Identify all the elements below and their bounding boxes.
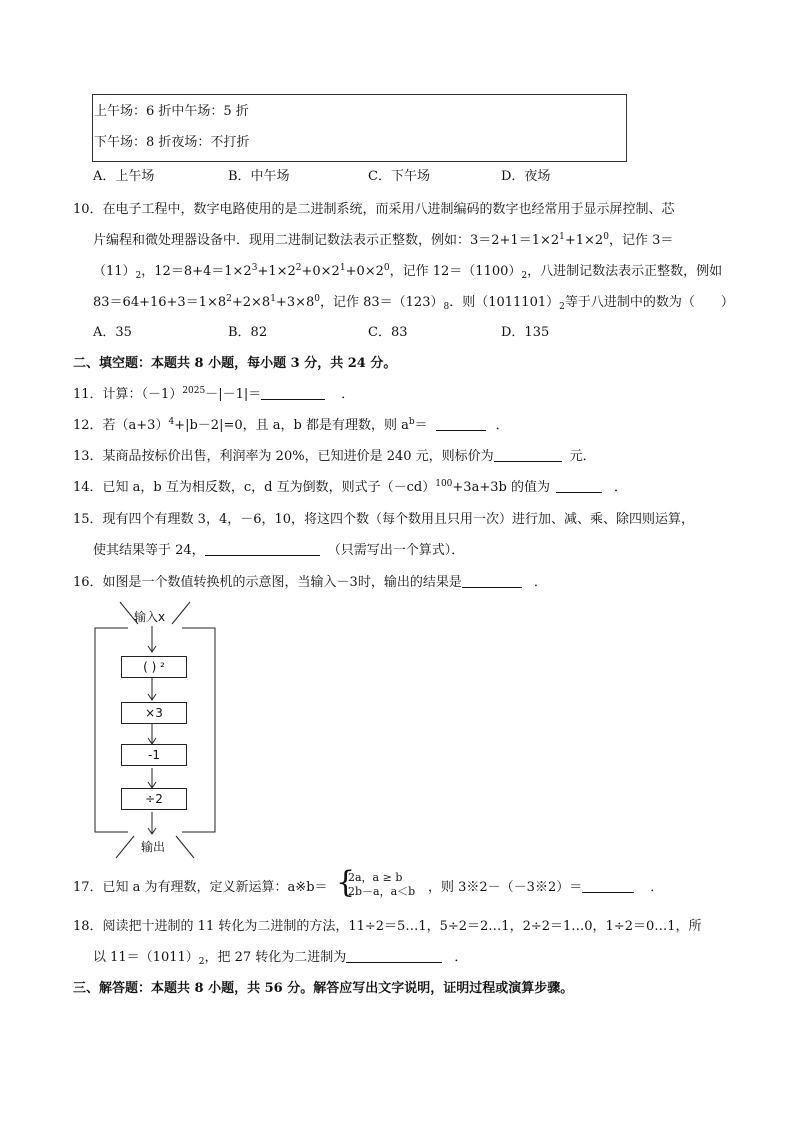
q14: 14．已知 a，b 互为相反数，c，d 互为倒数，则式子$(-cd)^{100}+3a+3b$ 的值为 ． bbox=[73, 479, 627, 495]
flowchart-diagram bbox=[90, 600, 230, 860]
q10-line-4: $83=64+16+3=1\times 8^2+2\times 8^1+3\times 8^0$，记作 $83=(123)_8$．则$(1011101)_2$等于八进制中的数为（ ） bbox=[93, 294, 734, 312]
section-2-heading: 二、填空题：本题共 8 小题，每小题 3 分，共 24 分。 bbox=[73, 356, 397, 371]
q10-option-a: A．35 bbox=[93, 325, 132, 340]
q18-line-1: 18．阅读把十进制的 11 转化为二进制的方法，11÷2＝5…1，5÷2＝2…1，2÷2＝1…0，1÷2＝0…1，所 bbox=[73, 919, 702, 934]
section-3-heading: 三、解答题：本题共 8 小题，共 56 分。解答应写出文字说明，证明过程或演算步骤。 bbox=[73, 981, 574, 996]
flowchart-square-box: ( ) ² bbox=[121, 656, 187, 678]
q17-answer-blank[interactable] bbox=[582, 880, 634, 893]
q11-answer-blank[interactable] bbox=[261, 387, 325, 400]
flowchart-divide2-box: ÷2 bbox=[121, 788, 187, 810]
q13: 13．某商品按标价出售，利润率为 20%，已知进价是 240 元，则标价为 元． bbox=[73, 449, 596, 464]
price-line-2: 下午场：8 折夜场：不打折 bbox=[94, 135, 250, 150]
q13-answer-blank[interactable] bbox=[494, 449, 562, 462]
flowchart-times3-box: ×3 bbox=[121, 702, 187, 724]
q16: 16．如图是一个数值转换机的示意图，当输入－3时，输出的结果是 ． bbox=[73, 575, 547, 590]
flowchart-input-label: 输入x bbox=[134, 610, 166, 624]
q17-case-1: 2a，a ≥ b bbox=[348, 871, 403, 884]
q9-option-d: D．夜场 bbox=[501, 169, 551, 184]
q10-line-1: 10．在电子工程中，数字电路使用的是二进制系统，而采用八进制编码的数字也经常用于显示屏控制、芯 bbox=[73, 202, 675, 217]
q17-suffix: ，则 3※2－（－3※2）＝ ． bbox=[428, 880, 664, 895]
q15-line-1: 15．现有四个有理数 3，4，－6，10，将这四个数（每个数用且只用一次）进行加、减、乘、除四则运算， bbox=[73, 512, 695, 527]
q12: 12．若$(a+3)^4+|b-2|=0$，且 a，b 都是有理数，则 $a^b=$ ． bbox=[73, 417, 509, 433]
q17-brace: { bbox=[336, 865, 356, 900]
q16-answer-blank[interactable] bbox=[462, 575, 522, 588]
flowchart-output-label: 输出 bbox=[141, 840, 166, 854]
flowchart-minus1-box: -1 bbox=[121, 744, 187, 766]
q10-option-c: C．83 bbox=[368, 325, 408, 340]
q17-case-2: 2b－a，a＜b bbox=[348, 885, 416, 898]
q10-option-b: B．82 bbox=[228, 325, 268, 340]
q11: 11．计算：$(-1)^{2025}-|-1|=$ ． bbox=[73, 386, 355, 402]
q10-line-3: $(11)_2$，$12=8+4=1\times 2^3+1\times 2^2+0\times 2^1+0\times 2^0$，记作 $12=(1100)_2$，八进制记数法表示正整数，例如 bbox=[93, 263, 723, 281]
q10-line-2: 片编程和微处理器设备中．现用二进制记数法表示正整数，例如：$3=2+1=1\times 2^1+1\times 2^0$，记作 3＝ bbox=[93, 232, 674, 248]
q12-answer-blank[interactable] bbox=[436, 418, 486, 431]
price-line-1: 上午场：6 折中午场：5 折 bbox=[94, 104, 249, 119]
q10-option-d: D．135 bbox=[501, 325, 550, 340]
q14-answer-blank[interactable] bbox=[556, 480, 602, 493]
q15-answer-blank[interactable] bbox=[205, 543, 320, 556]
q15-line-2: 使其结果等于 24， （只需写出一个算式）． bbox=[93, 543, 465, 558]
q9-option-a: A．上午场 bbox=[93, 169, 155, 184]
q9-option-b: B．中午场 bbox=[228, 169, 290, 184]
q9-option-c: C．下午场 bbox=[368, 169, 430, 184]
q17-prefix: 17．已知 a 为有理数，定义新运算：a※b＝ bbox=[73, 880, 328, 895]
q18-answer-blank[interactable] bbox=[346, 950, 442, 963]
q18-line-2: 以 $11=(1011)_2$，把 27 转化为二进制为 ． bbox=[93, 950, 468, 967]
